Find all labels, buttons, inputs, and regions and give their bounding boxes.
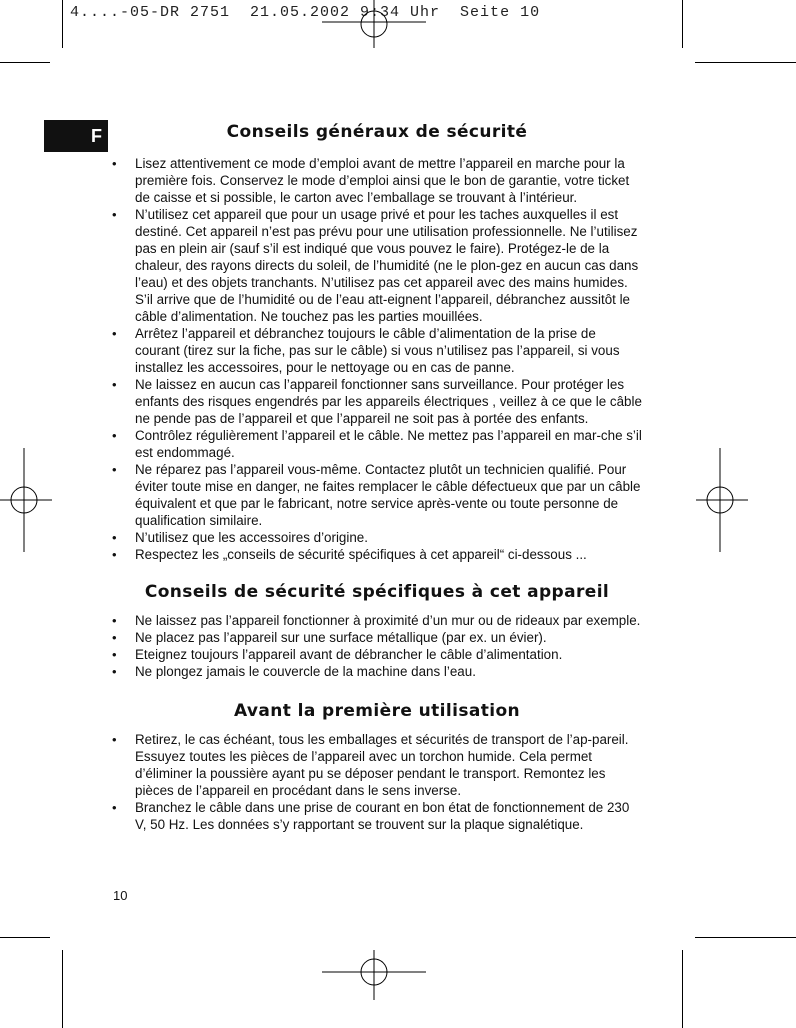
crop-mark-top-left-horizontal [0,62,50,63]
registration-mark-right [696,448,748,552]
list-item: • Retirez, le cas échéant, tous les emballages et sécurités de transport de l’ap-pareil. Essuyez toutes les pièces de l’appareil avec un torchon humide. Cela permet d’éliminer la poussière ayant pu se déposer pendant le transport. Remontez les pièces de l’appareil en procédant dans le sens inverse. [112,731,642,799]
list-item: • Arrêtez l’appareil et débranchez toujours le câble d’alimentation de la prise de courant (tirez sur la fiche, pas sur le câble) si vous n’utilisez pas l’appareil, si vous installez les accessoires, pour le nettoyage ou en cas de panne. [112,325,642,376]
section-title: Conseils généraux de sécurité [226,122,528,142]
section-title: Conseils de sécurité spécifiques à cet appareil [144,582,610,602]
section-general-safety [112,122,642,563]
list-item: • Ne laissez en aucun cas l’appareil fonctionner sans surveillance. Pour protéger les enfants des risques engendrés par les appareils électriques , veillez à ce que le câble ne pende pas de l’appareil et que l’appareil ne soit pas à portée des enfants. [112,376,642,427]
print-header: 4....-05-DR 2751 21.05.2002 9:34 Uhr Seite 10 [70,4,541,21]
list-item: • Ne placez pas l’appareil sur une surface métallique (par ex. un évier). [112,629,642,646]
registration-mark-bottom [322,950,426,1010]
crop-mark-top-right-horizontal [695,62,796,63]
crop-mark-bottom-right-vertical [682,950,683,1028]
page-content [112,118,642,833]
section-specific-safety [112,582,642,680]
list-item: • N’utilisez que les accessoires d’origine. [112,529,642,546]
bullet-list [112,155,642,563]
list-item: • Eteignez toujours l’appareil avant de débrancher le câble d’alimentation. [112,646,642,663]
language-tab: F [44,120,108,152]
crop-mark-top-right-vertical [682,0,683,48]
bullet-list [112,731,642,833]
registration-mark-left [0,448,52,552]
list-item: • Respectez les „conseils de sécurité spécifiques à cet appareil“ ci-dessous ... [112,546,642,563]
section-title: Avant la première utilisation [233,701,521,721]
crop-mark-bottom-left-horizontal [0,937,50,938]
list-item: • N’utilisez cet appareil que pour un usage privé et pour les taches auxquelles il est destiné. Cet appareil n’est pas prévu pour une utilisation professionnelle. Ne l’utilisez pas en plein air (sauf s’il est indiqué que vous pouvez le faire). Protégez-le de la chaleur, des rayons directs du soleil, de l’humidité (ne le plon-gez en aucun cas dans l’eau) et des objets tranchants. N’utilisez pas cet appareil avec des mains humides. S’il arrive que de l’humidité ou de l’eau att-eignent l’appareil, débranchez aussitôt le câble d’alimentation. Ne touchez pas les parties mouillées. [112,206,642,325]
list-item: • Ne plongez jamais le couvercle de la machine dans l’eau. [112,663,642,680]
bullet-list [112,612,642,680]
page-number: 10 [113,888,128,903]
list-item: • Contrôlez régulièrement l’appareil et le câble. Ne mettez pas l’appareil en mar-che s’il est endommagé. [112,427,642,461]
list-item: • Ne laissez pas l’appareil fonctionner à proximité d’un mur ou de rideaux par exemple. [112,612,642,629]
crop-mark-bottom-right-horizontal [695,937,796,938]
section-before-first-use [112,701,642,833]
list-item: • Lisez attentivement ce mode d’emploi avant de mettre l’appareil en marche pour la première fois. Conservez le mode d’emploi ainsi que le bon de garantie, votre ticket de caisse et si possible, le carton avec l’emballage se trouvant à l’intérieur. [112,155,642,206]
list-item: • Ne réparez pas l’appareil vous-même. Contactez plutôt un technicien qualifié. Pour éviter toute mise en danger, ne faites remplacer le câble défectueux que par un câble équivalent et que par le fabricant, notre service après-vente ou toute personne de qualification similaire. [112,461,642,529]
list-item: • Branchez le câble dans une prise de courant en bon état de fonctionnement de 230 V, 50 Hz. Les données s’y rapportant se trouvent sur la plaque signalétique. [112,799,642,833]
crop-mark-top-left-vertical [62,0,63,48]
crop-mark-bottom-left-vertical [62,950,63,1028]
registration-mark-top [322,0,426,50]
